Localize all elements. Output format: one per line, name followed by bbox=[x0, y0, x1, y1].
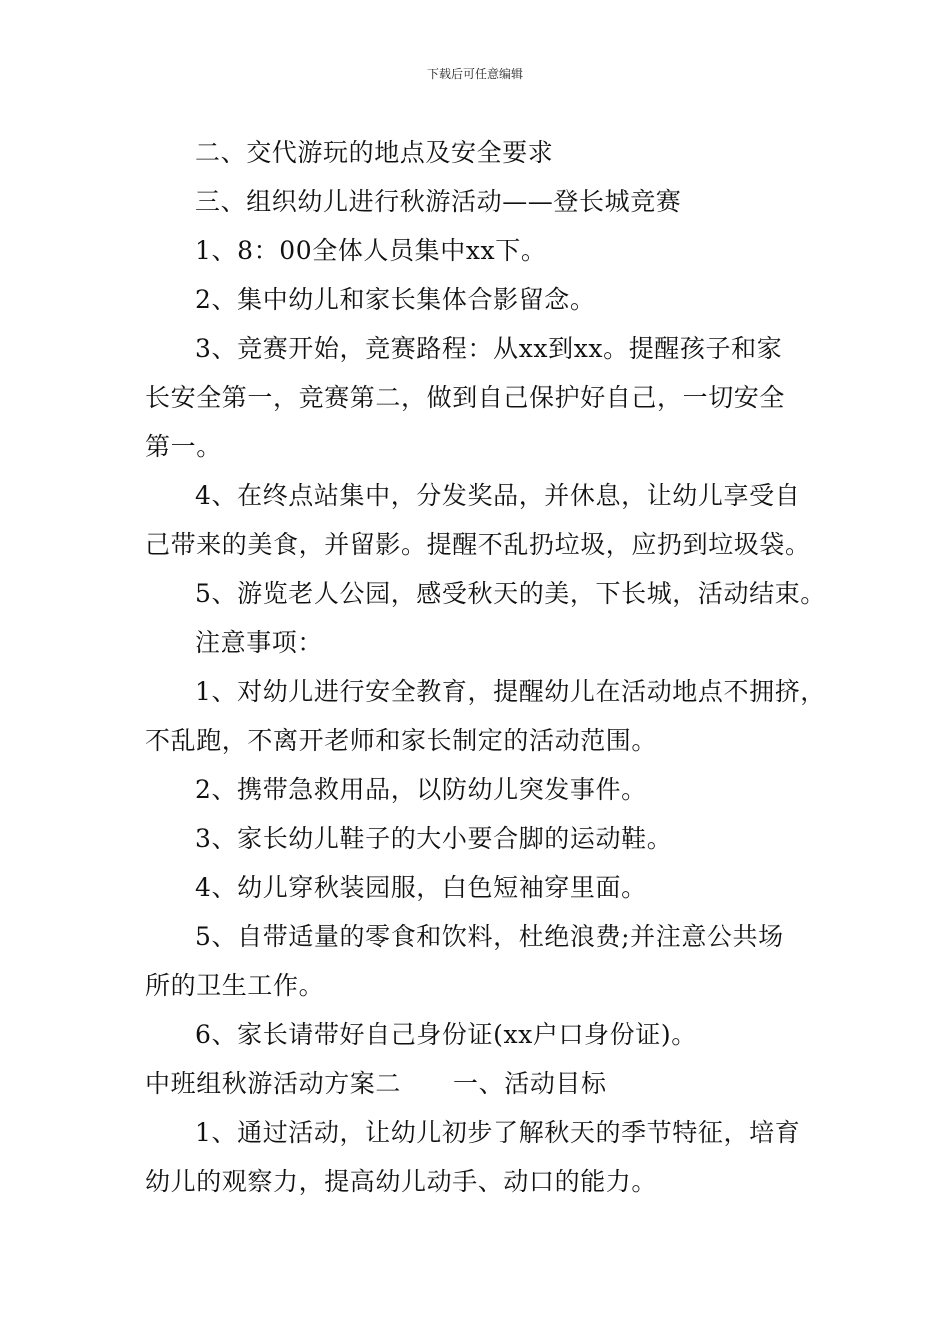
paragraph-line: 5、游览老人公园，感受秋天的美，下长城，活动结束。 bbox=[195, 579, 826, 608]
section-heading: 一、活动目标 bbox=[453, 1069, 607, 1098]
paragraph-line: 1、通过活动，让幼儿初步了解秋天的季节特征，培育 bbox=[195, 1118, 801, 1147]
paragraph-line: 4、在终点站集中，分发奖品，并休息，让幼儿享受自 bbox=[195, 481, 801, 510]
paragraph-line: 2、集中幼儿和家长集体合影留念。 bbox=[195, 285, 596, 314]
paragraph-line: 二、交代游玩的地点及安全要求 bbox=[195, 138, 554, 167]
paragraph-line: 4、幼儿穿秋装园服，白色短袖穿里面。 bbox=[195, 873, 647, 902]
paragraph-line: 5、自带适量的零食和饮料，杜绝浪费;并注意公共场 bbox=[195, 922, 784, 951]
paragraph-line: 1、8：00全体人员集中xx下。 bbox=[195, 236, 547, 265]
paragraph-line: 2、携带急救用品，以防幼儿突发事件。 bbox=[195, 775, 647, 804]
document-body bbox=[145, 128, 826, 1206]
paragraph-line: 不乱跑，不离开老师和家长制定的活动范围。 bbox=[145, 726, 658, 755]
section-title: 中班组秋游活动方案二 bbox=[145, 1069, 402, 1098]
paragraph-line: 所的卫生工作。 bbox=[145, 971, 325, 1000]
section-title-row bbox=[145, 1059, 817, 1108]
page-header-note: 下载后可任意编辑 bbox=[426, 67, 523, 81]
paragraph-line: 长安全第一，竞赛第二，做到自己保护好自己，一切安全 bbox=[145, 383, 786, 412]
paragraph-line: 注意事项： bbox=[195, 628, 324, 657]
paragraph-line: 第一。 bbox=[145, 432, 222, 461]
paragraph-line: 3、竞赛开始，竞赛路程：从xx到xx。提醒孩子和家 bbox=[195, 334, 783, 363]
paragraph-line: 1、对幼儿进行安全教育，提醒幼儿在活动地点不拥挤， bbox=[195, 677, 826, 706]
paragraph-line: 三、组织幼儿进行秋游活动——登长城竞赛 bbox=[195, 187, 682, 216]
paragraph-line: 3、家长幼儿鞋子的大小要合脚的运动鞋。 bbox=[195, 824, 673, 853]
paragraph-line: 6、家长请带好自己身份证(xx户口身份证)。 bbox=[195, 1020, 697, 1049]
paragraph-line: 己带来的美食，并留影。提醒不乱扔垃圾，应扔到垃圾袋。 bbox=[145, 530, 811, 559]
paragraph-line: 幼儿的观察力，提高幼儿动手、动口的能力。 bbox=[145, 1167, 658, 1196]
